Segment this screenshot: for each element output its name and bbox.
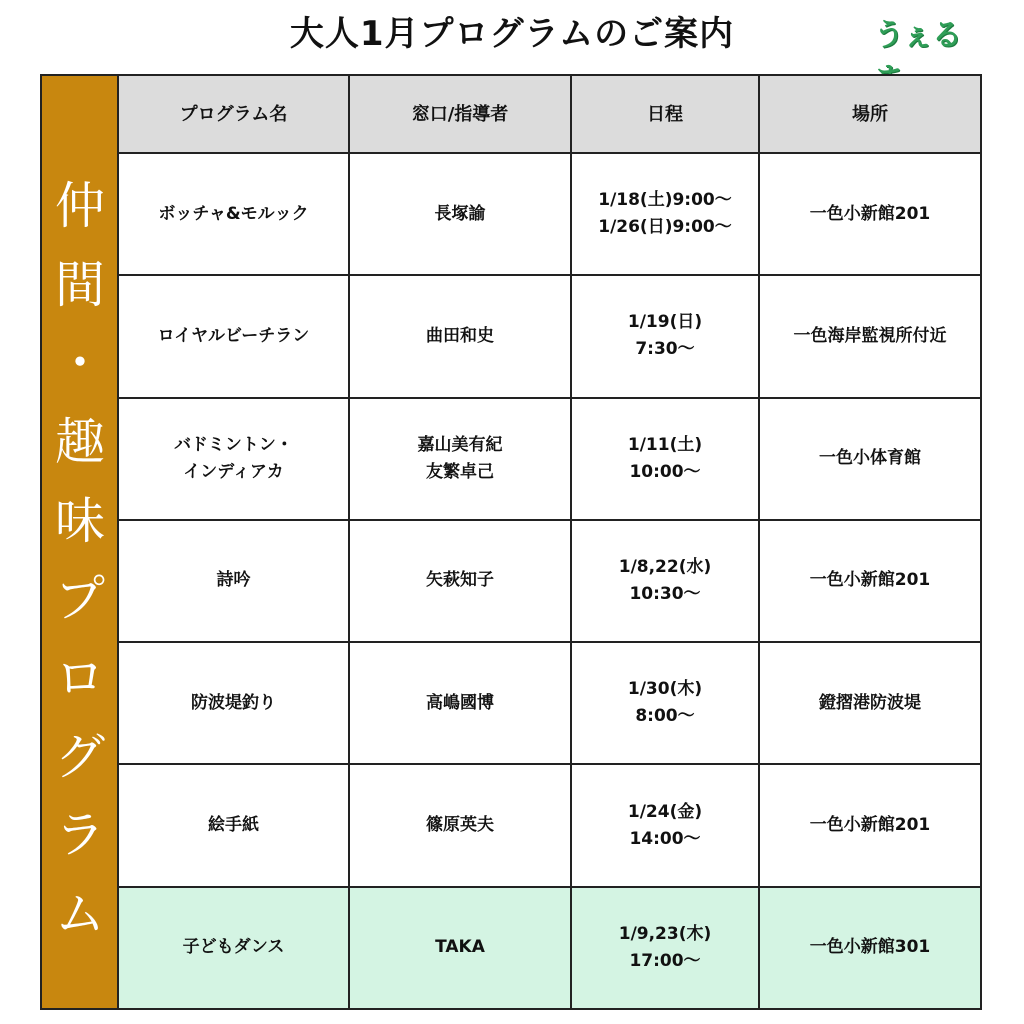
program-name: ボッチャ&モルック — [158, 203, 309, 224]
leader-cell — [349, 642, 571, 764]
program-name-cell — [118, 520, 349, 642]
leader-cell — [349, 520, 571, 642]
leader-name: 高嶋國博 — [426, 692, 494, 713]
place-cell: 一色小新館301 — [759, 887, 981, 1009]
category-label-char: ・ — [55, 334, 105, 393]
leader-name: 友繁卓己 — [426, 461, 494, 482]
column-header-schedule: 日程 — [571, 75, 759, 153]
schedule-cell — [571, 520, 759, 642]
place-cell: 鐙摺港防波堤 — [759, 642, 981, 764]
table-row — [118, 642, 981, 764]
leader-cell — [349, 153, 571, 275]
table-row — [118, 153, 981, 275]
page-title: 大人1月プログラムのご案内 — [289, 14, 735, 54]
program-name: バドミントン・ — [174, 434, 293, 455]
schedule-cell — [571, 887, 759, 1009]
category-label — [42, 177, 118, 943]
category-label-char: 間 — [55, 255, 105, 314]
category-label-char: ラ — [55, 806, 105, 865]
column-header-leader: 窓口/指導者 — [349, 75, 571, 153]
place-cell: 一色海岸監視所付近 — [759, 275, 981, 397]
leader-cell — [349, 398, 571, 520]
schedule-line: 7:30～ — [635, 339, 695, 360]
category-label-char: グ — [55, 727, 105, 786]
program-name: 詩吟 — [216, 570, 251, 591]
schedule-cell — [571, 642, 759, 764]
leader-name: 矢萩知子 — [426, 570, 494, 591]
table-row — [118, 398, 981, 520]
place-cell: 一色小体育館 — [759, 398, 981, 520]
schedule-line: 1/18(土)9:00～ — [598, 190, 732, 211]
category-label-char: プ — [55, 570, 105, 629]
leader-cell — [349, 764, 571, 886]
category-label-char: 趣 — [55, 412, 105, 471]
leader-cell — [349, 275, 571, 397]
column-header-place: 場所 — [759, 75, 981, 153]
schedule-line: 1/26(日)9:00～ — [598, 217, 732, 238]
program-name-cell — [118, 153, 349, 275]
category-label-char: 仲 — [55, 177, 105, 235]
category-label-char: ロ — [55, 648, 105, 707]
leader-name: 篠原英夫 — [426, 815, 494, 836]
leader-cell — [349, 887, 571, 1009]
place-cell: 一色小新館201 — [759, 520, 981, 642]
place-cell: 一色小新館201 — [759, 153, 981, 275]
leader-name: 嘉山美有紀 — [417, 434, 503, 455]
program-name: 子どもダンス — [182, 937, 285, 958]
brand-logo: うぇる — [874, 18, 961, 53]
category-label-char: ム — [55, 884, 105, 943]
column-header-program-name: プログラム名 — [118, 75, 349, 153]
schedule-cell — [571, 153, 759, 275]
table-row — [118, 275, 981, 397]
schedule-line: 8:00～ — [635, 706, 695, 727]
table-header-row — [118, 75, 981, 153]
category-label-char: 味 — [55, 491, 105, 550]
leader-name: TAKA — [435, 937, 485, 958]
schedule-cell — [571, 764, 759, 886]
table-row — [118, 520, 981, 642]
program-name-cell — [118, 275, 349, 397]
program-name: 絵手紙 — [208, 815, 259, 836]
schedule-line: 1/9,23(木) — [618, 923, 712, 944]
schedule-line: 10:30～ — [629, 583, 701, 604]
schedule-line: 1/11(土) — [627, 434, 703, 455]
program-name-cell — [118, 887, 349, 1009]
category-sidebar — [40, 74, 118, 1010]
program-name-cell — [118, 398, 349, 520]
schedule-cell — [571, 398, 759, 520]
schedule-cell — [571, 275, 759, 397]
schedule-line: 1/8,22(水) — [618, 556, 712, 577]
program-name: 防波堤釣り — [191, 692, 276, 713]
leader-name: 長塚諭 — [434, 203, 486, 224]
table-row-highlighted — [118, 887, 981, 1009]
leader-name: 曲田和史 — [426, 325, 494, 346]
program-name: ロイヤルビーチラン — [157, 325, 310, 346]
schedule-line: 17:00～ — [629, 950, 701, 971]
place-cell: 一色小新館201 — [759, 764, 981, 886]
table-row — [118, 764, 981, 886]
program-name-cell — [118, 642, 349, 764]
schedule-line: 10:00～ — [629, 461, 701, 482]
schedule-line: 14:00～ — [629, 828, 701, 849]
schedule-line: 1/30(木) — [627, 679, 703, 700]
program-schedule-table — [117, 74, 982, 1010]
program-name-cell — [118, 764, 349, 886]
schedule-line: 1/24(金) — [627, 801, 703, 822]
program-name: インディアカ — [183, 461, 284, 482]
schedule-line: 1/19(日) — [627, 312, 703, 333]
